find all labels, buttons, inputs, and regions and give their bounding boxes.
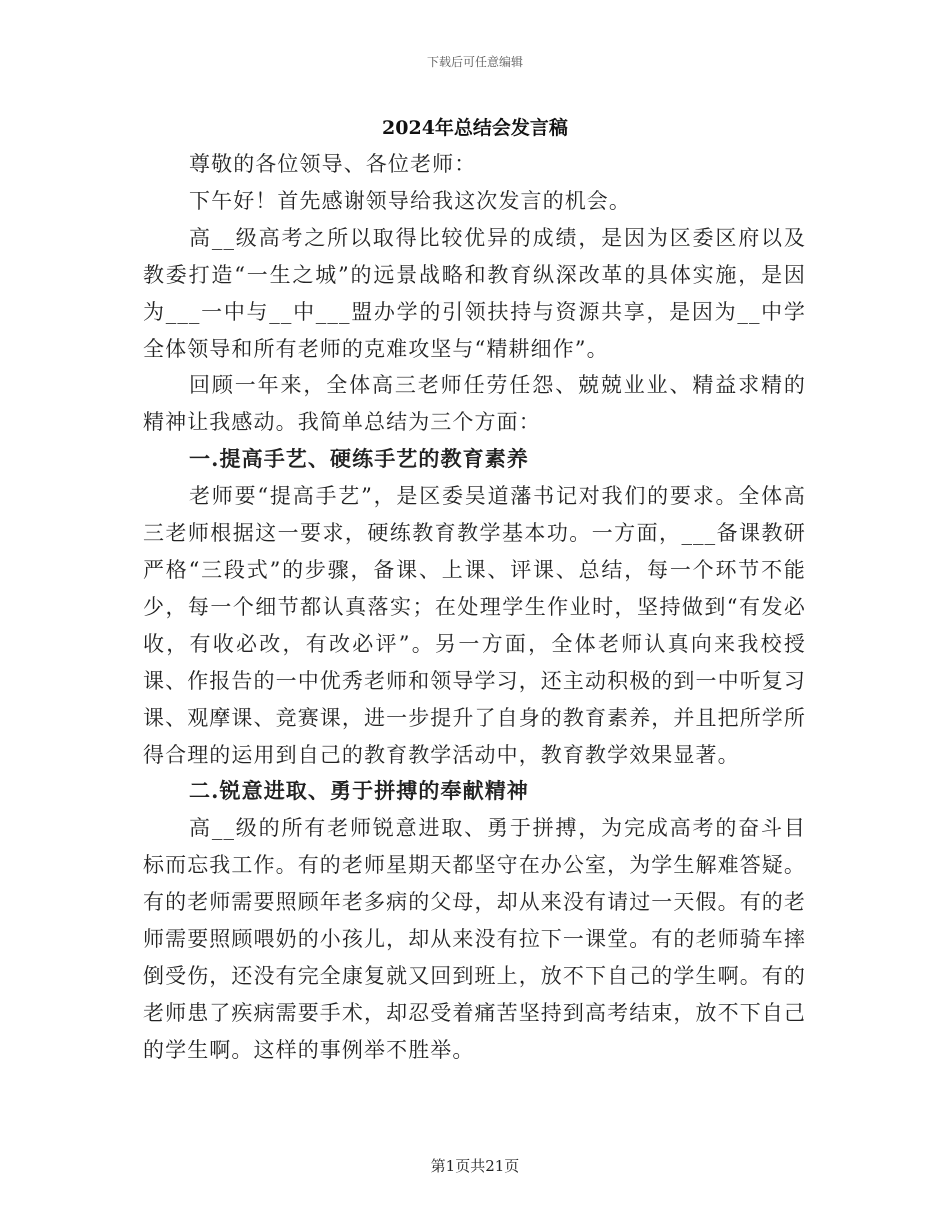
paragraph-intro: 高__级高考之所以取得比较优异的成绩，是因为区委区府以及教委打造“一生之城”的远景战略和教育纵深改革的具体实施，是因为___一中与__中___盟办学的引领扶持与资源共享，是因为__中学全体领导和所有老师的克难攻坚与“精耕细作”。 <box>143 225 806 361</box>
document-body <box>143 146 806 1069</box>
paragraph-review: 回顾一年来，全体高三老师任劳任怨、兢兢业业、精益求精的精神让我感动。我简单总结为三个方面： <box>143 373 806 435</box>
section-heading-1: 一.提高手艺、硬练手艺的教育素养 <box>189 446 529 472</box>
page-number: 第1页共21页 <box>430 1157 520 1175</box>
paragraph-greeting: 下午好！首先感谢领导给我这次发言的机会。 <box>189 188 631 213</box>
page-header-note: 下载后可任意编辑 <box>426 55 523 69</box>
document-title: 2024年总结会发言稿 <box>382 117 568 139</box>
paragraph-section-2: 高__级的所有老师锐意进取、勇于拼搏，为完成高考的奋斗目标而忘我工作。有的老师星期天都坚守在办公室，为学生解难答疑。有的老师需要照顾年老多病的父母，却从来没有请过一天假。有的老师需要照顾喂奶的小孩儿，却从来没有拉下一课堂。有的老师骑车摔倒受伤，还没有完全康复就又回到班上，放不下自己的学生啊。有的老师患了疾病需要手术，却忍受着痛苦坚持到高考结束，放不下自己的学生啊。这样的事例举不胜举。 <box>143 816 806 1062</box>
paragraph-salutation: 尊敬的各位领导、各位老师： <box>189 152 477 176</box>
paragraph-section-1: 老师要“提高手艺”，是区委吴道藩书记对我们的要求。全体高三老师根据这一要求，硬练教育教学基本功。一方面，___备课教研严格“三段式”的步骤，备课、上课、评课、总结，每一个环节不能少，每一个细节都认真落实；在处理学生作业时，坚持做到“有发必收，有收必改，有改必评”。另一方面，全体老师认真向来我校授课、作报告的一中优秀老师和领导学习，还主动积极的到一中听复习课、观摩课、竞赛课，进一步提升了自身的教育素养，并且把所学所得合理的运用到自己的教育教学活动中，教育教学效果显著。 <box>143 484 806 767</box>
section-heading-2: 二.锐意进取、勇于拼搏的奉献精神 <box>189 778 529 804</box>
